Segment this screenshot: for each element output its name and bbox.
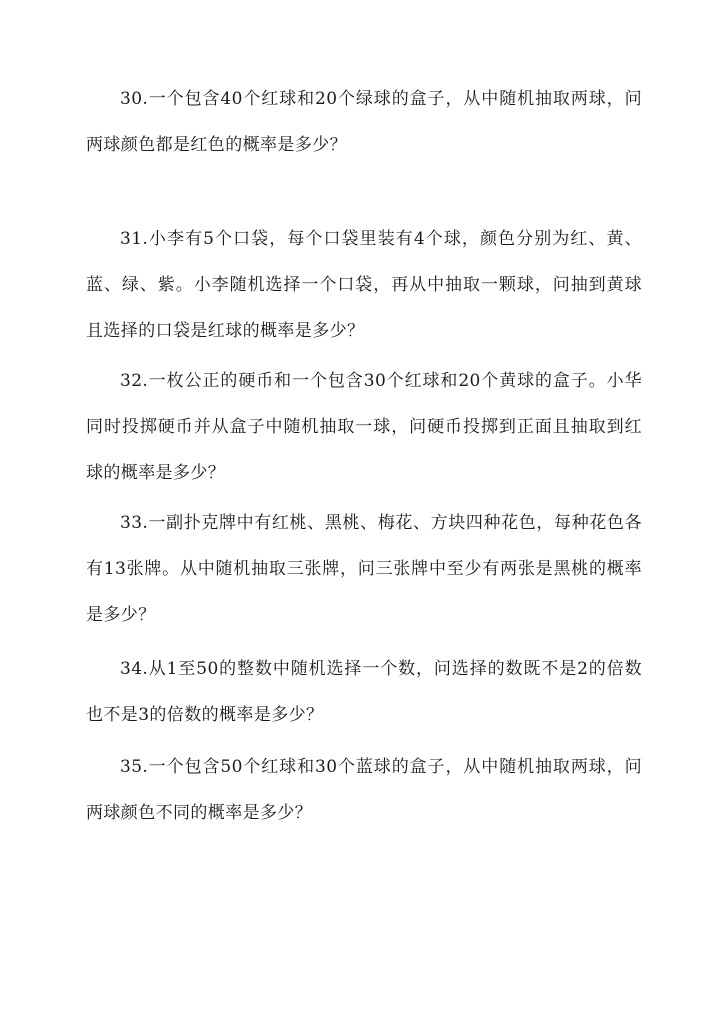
question-32: 32.一枚公正的硬币和一个包含30个红球和20个黄球的盒子。小华同时投掷硬币并从盒子中随机抽取一球，问硬币投掷到正面且抽取到红球的概率是多少？: [86, 371, 642, 483]
question-30: 30.一个包含40个红球和20个绿球的盒子，从中随机抽取两球，问两球颜色都是红色的概率是多少？: [86, 89, 642, 155]
question-35: 35.一个包含50个红球和30个蓝球的盒子，从中随机抽取两球，问两球颜色不同的概率是多少？: [86, 757, 642, 823]
question-33: 33.一副扑克牌中有红桃、黑桃、梅花、方块四种花色，每种花色各有13张牌。从中随机抽取三张牌，问三张牌中至少有两张是黑桃的概率是多少？: [86, 513, 642, 625]
question-31: 31.小李有5个口袋，每个口袋里装有4个球，颜色分别为红、黄、蓝、绿、紫。小李随机选择一个口袋，再从中抽取一颗球，问抽到黄球且选择的口袋是红球的概率是多少？: [86, 229, 642, 341]
question-34: 34.从1至50的整数中随机选择一个数，问选择的数既不是2的倍数也不是3的倍数的概率是多少？: [86, 659, 642, 725]
